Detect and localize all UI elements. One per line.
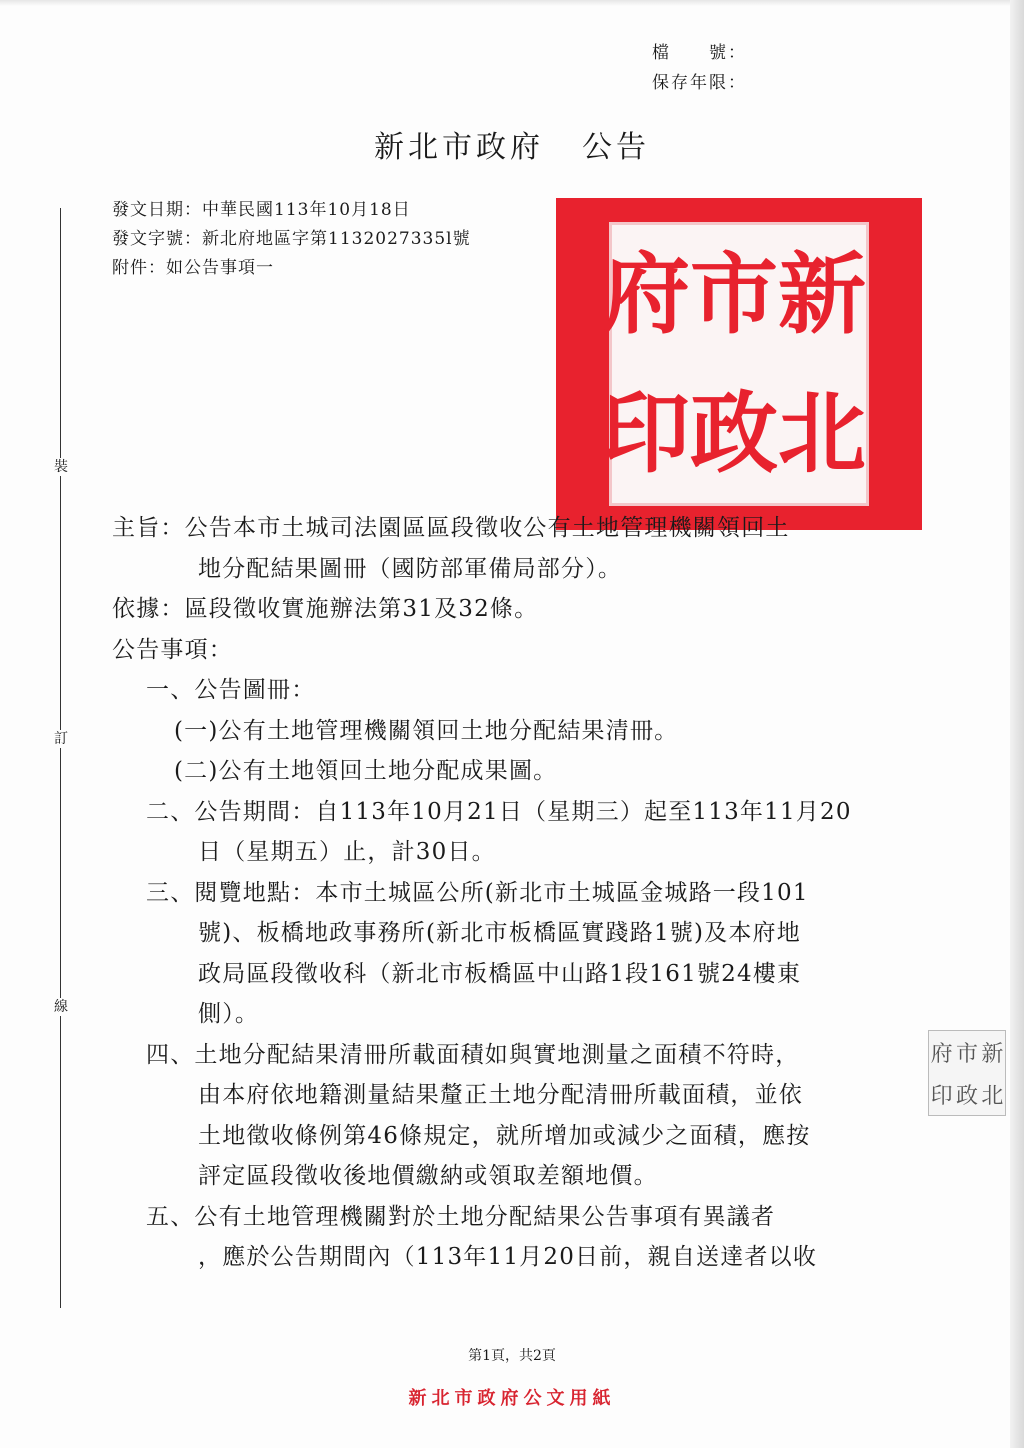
small-seal-char: 北 <box>981 1083 1004 1109</box>
seal-face <box>601 222 869 506</box>
document-meta <box>112 196 471 283</box>
page-number: 第1頁，共2頁 <box>468 1348 556 1364</box>
scan-edge-top <box>0 0 1024 6</box>
item-4-cont: 由本府依地籍測量結果釐正土地分配清冊所載面積，並依 <box>198 1082 803 1108</box>
item-5-cont: ，應於公告期間內（113年11月20日前，親自送達者以收 <box>198 1244 818 1270</box>
title-org: 新北市政府 <box>374 130 544 165</box>
item-2: 二、公告期間：自113年10月21日（星期三）起至113年11月20 <box>146 798 852 825</box>
item-2-cont: 日（星期五）止，計30日。 <box>198 839 496 865</box>
basis-line: 依據：區段徵收實施辦法第31及32條。 <box>112 596 539 622</box>
attachment-note: 附件：如公告事項一 <box>112 258 274 278</box>
item-1-sub-a: (一)公有土地管理機關領回土地分配結果清冊。 <box>174 717 679 744</box>
document-title <box>0 122 1024 166</box>
letterhead-footer: 新北市政府公文用紙 <box>408 1388 616 1409</box>
document-number: 發文字號：新北府地區字第1132027335l號 <box>112 229 471 249</box>
binding-mark-zhuang: 裝 <box>51 458 71 476</box>
item-5: 五、公有土地管理機關對於土地分配結果公告事項有異議者 <box>146 1203 776 1230</box>
binding-mark-ding: 訂 <box>51 730 71 748</box>
seal-char: 市 <box>689 242 778 346</box>
small-seal <box>928 1030 1006 1116</box>
item-4: 四、土地分配結果清冊所載面積如與實地測量之面積不符時， <box>146 1041 800 1068</box>
official-seal <box>556 198 922 530</box>
item-4-cont: 土地徵收條例第46條規定，就所增加或減少之面積，應按 <box>198 1122 811 1149</box>
seal-char: 政 <box>689 381 778 485</box>
seal-char: 新 <box>777 242 866 346</box>
small-seal-char: 印 <box>930 1083 953 1109</box>
seal-char: 北 <box>777 381 866 485</box>
small-seal-char: 市 <box>956 1041 979 1067</box>
file-info <box>652 38 747 98</box>
seal-char: 府 <box>601 242 690 346</box>
item-1: 一、公告圖冊： <box>146 677 316 703</box>
item-1-sub-b: (二)公有土地領回土地分配成果圖。 <box>174 758 558 784</box>
small-seal-char: 政 <box>956 1083 979 1109</box>
retention-period-label: 保存年限： <box>652 73 747 93</box>
subject-line: 主旨：公告本市土城司法園區區段徵收公有土地管理機關領回土 <box>112 515 790 541</box>
binding-line <box>60 208 61 1308</box>
small-seal-char: 府 <box>930 1041 953 1067</box>
item-4-cont: 評定區段徵收後地價繳納或領取差額地價。 <box>198 1163 658 1189</box>
small-seal-char: 新 <box>981 1041 1004 1067</box>
document-body <box>112 508 902 1278</box>
binding-mark-xian: 線 <box>51 998 71 1016</box>
item-3-cont: 號)、板橋地政事務所(新北市板橋區實踐路1號)及本府地 <box>198 920 801 946</box>
seal-char: 印 <box>601 381 690 485</box>
item-3-cont: 政局區段徵收科（新北市板橋區中山路1段161號24樓東 <box>198 960 802 987</box>
archive-number-label: 檔 號： <box>652 43 747 63</box>
item-3: 三、閱覽地點：本市土城區公所(新北市土城區金城路一段101 <box>146 879 809 906</box>
issue-date: 發文日期：中華民國113年10月18日 <box>112 200 411 220</box>
item-3-cont: 側）。 <box>198 1001 260 1027</box>
items-heading: 公告事項： <box>112 636 233 663</box>
scan-edge-right <box>1010 0 1024 1448</box>
subject-line: 地分配結果圖冊（國防部軍備局部分）。 <box>198 555 623 582</box>
title-type: 公告 <box>582 130 650 165</box>
